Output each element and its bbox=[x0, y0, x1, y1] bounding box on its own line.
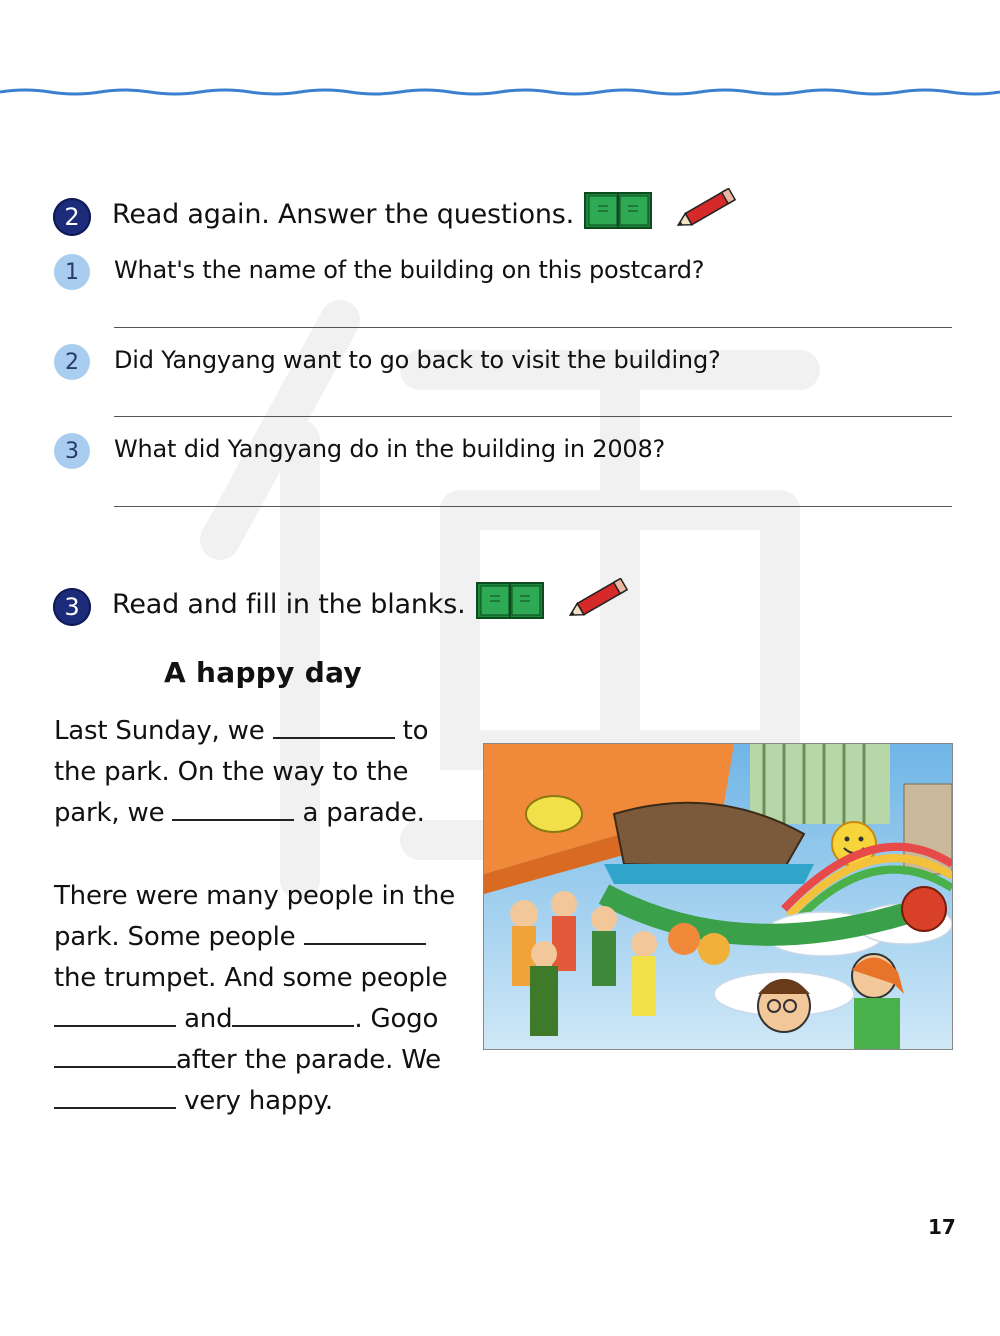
section-number: 3 bbox=[64, 593, 80, 621]
blank-7[interactable] bbox=[54, 1085, 176, 1109]
section-2-heading: Read again. Answer the questions. bbox=[112, 199, 575, 230]
story-text: and bbox=[176, 1004, 233, 1034]
question-2-badge bbox=[54, 344, 90, 380]
question-number: 2 bbox=[65, 349, 79, 375]
blank-2[interactable] bbox=[172, 797, 294, 821]
book-icon bbox=[584, 190, 654, 230]
story-text: . Gogo bbox=[354, 1004, 439, 1034]
story-text: very happy. bbox=[176, 1086, 333, 1116]
answer-line-3[interactable] bbox=[114, 506, 952, 507]
question-2-text: Did Yangyang want to go back to visit the building? bbox=[114, 346, 721, 374]
story-text: park, we bbox=[54, 798, 173, 828]
question-number: 1 bbox=[65, 259, 79, 285]
blank-4[interactable] bbox=[54, 1003, 176, 1027]
section-3-heading: Read and fill in the blanks. bbox=[112, 589, 466, 620]
blank-3[interactable] bbox=[304, 921, 426, 945]
top-divider bbox=[0, 86, 1000, 98]
section-3-badge bbox=[53, 588, 91, 626]
question-number: 3 bbox=[65, 438, 79, 464]
page-number: 17 bbox=[928, 1215, 956, 1239]
story-text: There were many people in the bbox=[54, 881, 455, 911]
story-text: the trumpet. And some people bbox=[54, 963, 448, 993]
story-text: Last Sunday, we bbox=[54, 716, 273, 746]
parade-illustration bbox=[483, 743, 953, 1050]
answer-line-1[interactable] bbox=[114, 327, 952, 328]
story-text: after the parade. We bbox=[176, 1045, 441, 1075]
blank-6[interactable] bbox=[54, 1044, 176, 1068]
question-3-badge bbox=[54, 433, 90, 469]
story-text: a parade. bbox=[294, 798, 425, 828]
question-1-badge bbox=[54, 254, 90, 290]
story-text: the park. On the way to the bbox=[54, 757, 409, 787]
story-paragraph-1 bbox=[54, 711, 474, 834]
blank-5[interactable] bbox=[232, 1003, 354, 1027]
book-icon bbox=[476, 580, 546, 622]
story-title: A happy day bbox=[164, 656, 362, 689]
section-2-badge bbox=[53, 198, 91, 236]
story-text: park. Some people bbox=[54, 922, 304, 952]
question-1-text: What's the name of the building on this postcard? bbox=[114, 256, 705, 284]
pencil-icon bbox=[672, 188, 742, 230]
section-number: 2 bbox=[64, 203, 80, 231]
question-3-text: What did Yangyang do in the building in 2008? bbox=[114, 435, 666, 463]
story-text: to bbox=[394, 716, 429, 746]
answer-line-2[interactable] bbox=[114, 416, 952, 417]
blank-1[interactable] bbox=[273, 715, 395, 739]
pencil-icon bbox=[564, 578, 634, 620]
story-paragraph-2 bbox=[54, 876, 474, 1122]
